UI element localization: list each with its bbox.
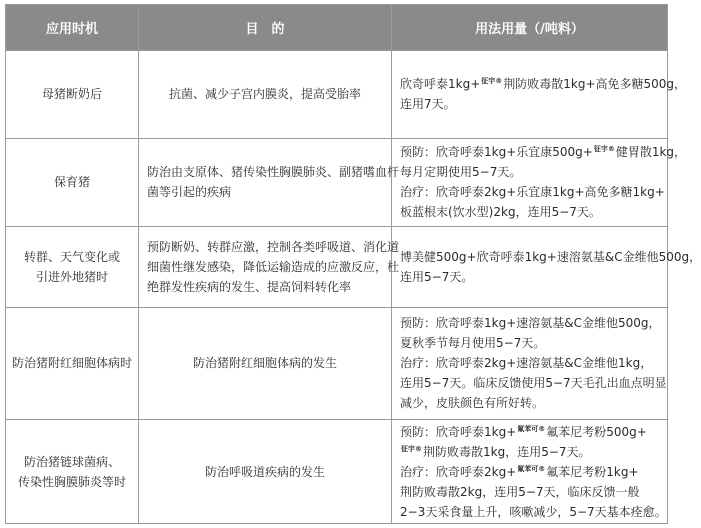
table-row [6,51,668,139]
timing-text: 转群、天气变化或 [23,249,120,264]
purpose-text: 绝群发性疾病的发生、提高饲料转化率 [147,279,352,294]
usage-line [400,442,661,462]
usage-line [400,333,661,353]
usage-line [400,162,661,182]
usage-text: 治疗：欣奇呼泰2kg+速溶氨基&C金维他1kg， [400,356,653,371]
purpose-cell [139,420,392,524]
usage-text: 欣奇呼泰1kg+ [400,77,481,92]
brand-mark: 氟苯可® [517,464,546,473]
table-row [6,307,668,420]
header-purpose: 目 的 [139,5,392,51]
usage-cell [392,51,687,139]
usage-cell [392,420,668,524]
dosage-table [5,4,701,524]
table-row [6,138,668,227]
purpose-text: 抗菌、减少子宫内膜炎，提高受胎率 [168,87,361,102]
timing-text: 传染性胸膜肺炎等时 [17,474,126,489]
usage-line [400,142,687,162]
purpose-text: 菌等引起的疾病 [147,185,232,200]
usage-line [400,462,661,482]
usage-cell [392,307,668,420]
usage-line [400,393,661,413]
usage-text: 预防：欣奇呼泰1kg+速溶氨基&C金维他500g， [400,316,661,331]
brand-mark: 征宇® [401,444,422,453]
usage-cell [392,227,701,308]
table-row [6,227,668,308]
purpose-text: 防治呼吸道疾病的发生 [204,464,325,479]
usage-line [400,74,687,94]
purpose-text: 细菌性继发感染，降低运输造成的应激反应，杜 [147,259,400,274]
header-usage: 用法用量（/吨料） [392,5,668,51]
purpose-text: 防治猪附红细胞体病的发生 [192,356,337,371]
brand-mark: 氟苯可® [517,424,546,433]
timing-cell [6,420,139,524]
purpose-cell [139,51,392,139]
usage-line [400,373,667,393]
purpose-cell [139,227,400,308]
usage-text: 健胃散1kg， [615,145,687,160]
usage-text: 治疗：欣奇呼泰2kg+乐宜康1kg+高免多糖1kg+ [400,185,665,200]
header-timing: 应用时机 [6,5,139,51]
timing-cell [6,227,139,308]
usage-text: 预防：欣奇呼泰1kg+乐宜康500g+ [400,145,593,160]
timing-text: 防治猪链球菌病、 [23,454,120,469]
usage-text: 板蓝根末(饮水型)2kg，连用5−7天。 [400,205,601,220]
usage-text: 每月定期使用5−7天。 [400,165,522,180]
timing-text: 防治猪附红细胞体病时 [12,356,133,371]
brand-mark: 征宇® [593,145,615,154]
purpose-cell [139,138,400,227]
timing-text: 母猪断奶后 [41,87,102,102]
brand-mark: 征宇® [481,77,503,86]
usage-line [400,247,701,267]
timing-text: 保育猪 [53,175,90,190]
timing-text: 引进外地猪时 [35,269,108,284]
usage-text: 氟苯尼考粉500g+ [546,424,647,439]
timing-cell [6,51,139,139]
usage-line [400,313,661,333]
table-row [6,420,668,524]
usage-text: 连用5−7天。临床反馈使用5−7天毛孔出血点明显 [400,376,667,391]
usage-cell [392,138,687,227]
usage-text: 连用7天。 [400,97,456,112]
usage-text: 预防：欣奇呼泰1kg+ [400,424,517,439]
usage-text: 氟苯尼考粉1kg+ [546,464,639,479]
table-header [6,5,668,51]
usage-line [400,267,661,287]
usage-text: 2−3天采食量上升，咳嗽减少，5−7天基本痊愈。 [400,504,667,519]
usage-line [400,502,667,522]
usage-line [400,94,661,114]
usage-text: 荆防败毒散1kg，连用5−7天。 [423,444,591,459]
usage-line [400,182,665,202]
purpose-cell [139,307,392,420]
purpose-text: 预防断奶、转群应激，控制各类呼吸道、消化道 [147,239,400,254]
usage-line [400,353,661,373]
usage-text: 夏秋季节每月使用5−7天。 [400,336,546,351]
table-body [6,51,701,524]
header-row [6,5,668,51]
usage-text: 荆防败毒散2kg，连用5−7天，临床反馈一般 [400,484,640,499]
purpose-text: 防治由支原体、猪传染性胸膜肺炎、副猪嗜血杆 [147,165,400,180]
usage-line [400,422,661,442]
usage-text: 连用5−7天。 [400,269,474,284]
usage-text: 治疗：欣奇呼泰2kg+ [400,464,517,479]
usage-line [400,482,661,502]
timing-cell [6,138,139,227]
usage-line [400,202,661,222]
usage-text: 减少，皮肤颜色有所好转。 [400,396,545,411]
usage-text: 博美健500g+欣奇呼泰1kg+速溶氨基&C金维他500g， [400,249,701,264]
usage-text: 荆防败毒散1kg+高免多糖500g， [503,77,687,92]
timing-cell [6,307,139,420]
